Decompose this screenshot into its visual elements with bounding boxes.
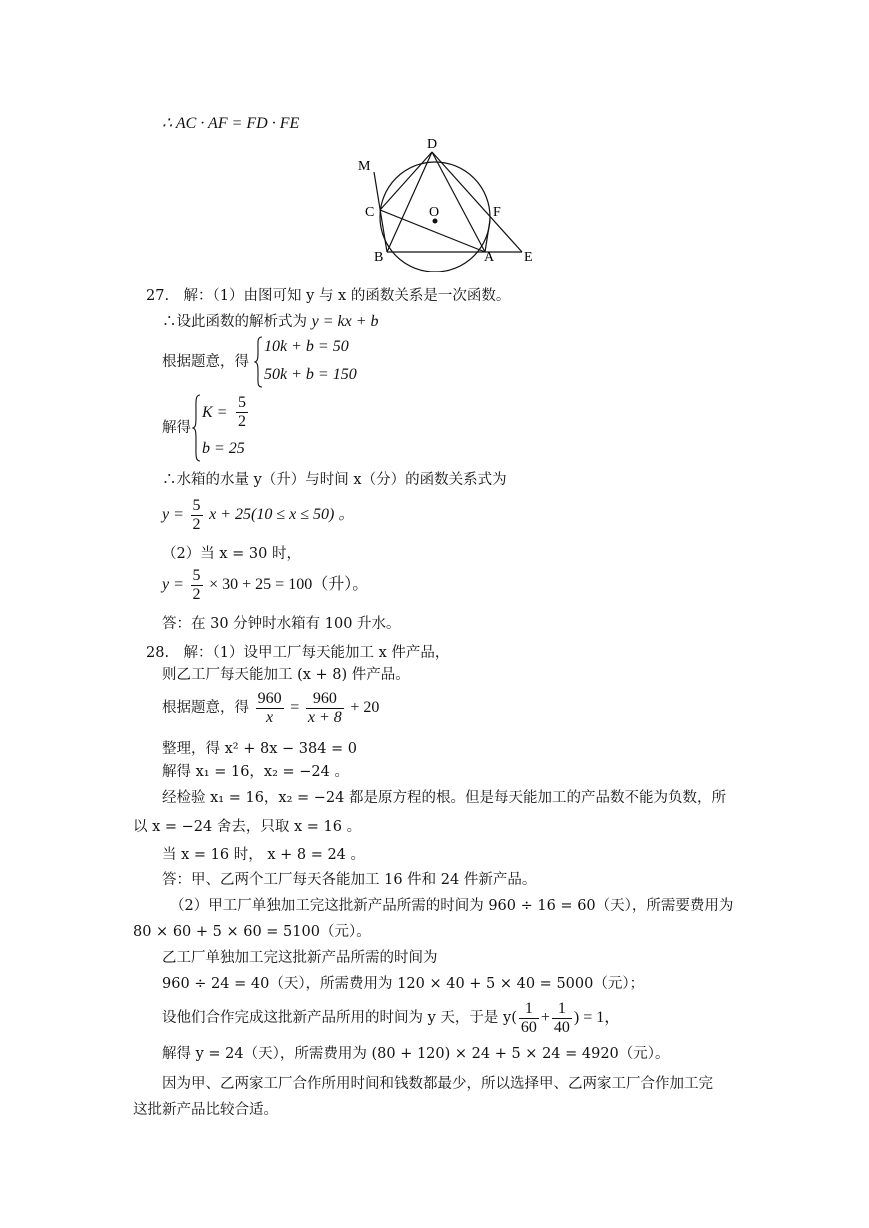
- p28-l14-f1-num: 1: [519, 1000, 539, 1019]
- brace-icon: [254, 336, 264, 388]
- system-2-b: b = 25: [202, 440, 245, 457]
- p28-line-15: 解得 y = 24（天），所需费用为 (80 + 120) × 24 + 5 × 24 = 4920（元）。: [162, 1046, 670, 1062]
- p28-f1-num: 960: [257, 689, 282, 707]
- p28-l14-f2-den: 40: [553, 1018, 570, 1036]
- line-db: [387, 152, 432, 252]
- p28-line-5: 解得 x₁ = 16，x₂ = −24 。: [162, 764, 349, 780]
- p28-line-3: [162, 688, 379, 728]
- p28-line-14-post: ) = 1，: [573, 1009, 621, 1026]
- brace-icon: [192, 394, 202, 462]
- p27-line-4-label: 解得: [162, 420, 191, 436]
- line-cd: [380, 152, 432, 210]
- p28-line-1: 28. 解：（1）设甲工厂每天能加工 x 件产品，: [146, 645, 450, 661]
- p27-line-2-text: ∴设此函数的解析式为: [162, 314, 312, 330]
- p27-line-6-num: 5: [192, 496, 201, 514]
- p28-l14-f2-num: 1: [552, 1000, 572, 1019]
- k-numerator: 5: [238, 394, 246, 411]
- p27-line-8: [162, 566, 368, 604]
- p28-line-11: 80 × 60 + 5 × 60 = 5100（元）。: [133, 924, 371, 940]
- p27-line-5: ∴水箱的水量 y（升）与时间 x（分）的函数关系式为: [162, 472, 507, 488]
- proof-conclusion: ∴ AC · AF = FD · FE: [162, 115, 300, 132]
- p28-line-9: 答：甲、乙两个工厂每天各能加工 16 件和 24 件新产品。: [162, 872, 537, 888]
- p28-eq-sign: =: [290, 699, 300, 716]
- p27-line-7: （2）当 x = 30 时，: [162, 546, 301, 562]
- system-2-k-lhs: K =: [202, 404, 228, 421]
- p27-line-2: [162, 312, 379, 332]
- p28-line-7: 以 x = −24 舍去，只取 x = 16 。: [133, 819, 362, 835]
- system-1-eq-2: 50k + b = 150: [264, 366, 357, 383]
- label-d: D: [427, 137, 438, 152]
- k-denominator: 2: [238, 413, 246, 430]
- system-2-k-fraction: [236, 394, 248, 431]
- p28-f2-num: 960: [306, 690, 344, 709]
- circle-geometry-figure: [350, 132, 550, 272]
- label-c: C: [365, 205, 375, 220]
- p28-l14-f1-den: 60: [520, 1018, 537, 1036]
- label-a: A: [484, 250, 495, 265]
- line-fa: [485, 220, 490, 252]
- p27-line-6-rhs: x + 25(10 ≤ x ≤ 50) 。: [209, 506, 355, 523]
- p27-line-8-lhs: y =: [162, 576, 184, 593]
- p27-answer: 答：在 30 分钟时水箱有 100 升水。: [162, 616, 401, 632]
- p28-line-12: 乙工厂单独加工完这批新产品所需的时间为: [162, 950, 438, 966]
- p27-line-3-label: 根据题意，得: [162, 354, 249, 370]
- p28-line-3-rhs: + 20: [350, 699, 380, 716]
- p27-line-6-den: 2: [192, 515, 201, 533]
- label-f: F: [493, 205, 501, 220]
- p27-line-6-lhs: y =: [162, 506, 184, 523]
- label-e: E: [524, 250, 533, 265]
- label-m: M: [358, 159, 371, 174]
- label-b: B: [374, 250, 384, 265]
- p27-line-6: [162, 496, 354, 534]
- p28-f2-den: x + 8: [307, 708, 342, 726]
- p27-line-8-num: 5: [192, 566, 201, 584]
- p28-line-10: （2）甲工厂单独加工完这批新产品所需的时间为 960 ÷ 16 = 60（天），所需要费用为: [170, 898, 734, 914]
- label-o: O: [429, 205, 440, 220]
- p28-line-17: 这批新产品比较合适。: [133, 1102, 278, 1118]
- p28-line-16: 因为甲、乙两家工厂合作所用时间和钱数都最少，所以选择甲、乙两家工厂合作加工完: [162, 1076, 713, 1092]
- p27-line-8-den: 2: [192, 585, 201, 603]
- p28-line-6: 经检验 x₁ = 16，x₂ = −24 都是原方程的根。但是每天能加工的产品数不能为负数，所: [162, 790, 726, 806]
- p28-f1-den: x: [266, 708, 274, 726]
- p27-line-1: 27. 解：（1）由图可知 y 与 x 的函数关系是一次函数。: [146, 288, 511, 304]
- p28-line-4: 整理，得 x² + 8x − 384 = 0: [162, 741, 358, 757]
- p27-line-8-rhs: × 30 + 25 = 100（升）。: [209, 576, 369, 593]
- p27-line-2-math: y = kx + b: [311, 313, 379, 330]
- p28-line-2: 则乙工厂每天能加工 (x + 8) 件产品。: [162, 667, 410, 683]
- p28-line-14: [162, 998, 620, 1038]
- p28-line-8: 当 x = 16 时， x + 8 = 24 。: [162, 847, 366, 863]
- system-1-eq-1: 10k + b = 50: [264, 338, 349, 355]
- p28-l14-plus: +: [540, 1009, 550, 1026]
- p28-line-14-pre: 设他们合作完成这批新产品所用的时间为 y 天，于是 y(: [162, 1010, 517, 1026]
- p28-line-3-label: 根据题意，得: [162, 700, 249, 716]
- p28-line-13: 960 ÷ 24 = 40（天），所需费用为 120 × 40 + 5 × 40 = 5000（元）；: [162, 976, 645, 992]
